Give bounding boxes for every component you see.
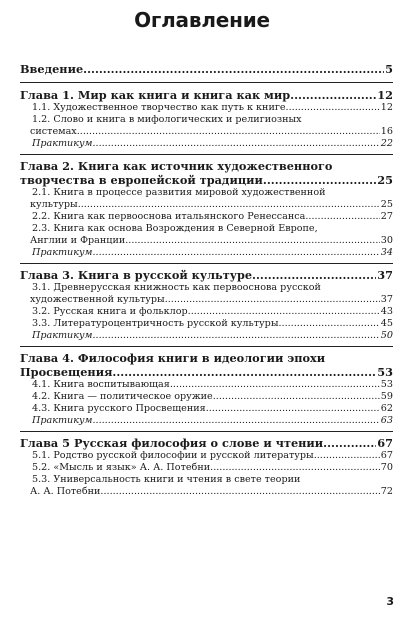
practicum-entry[interactable]	[20, 247, 393, 259]
dot-leader	[92, 330, 379, 342]
dot-leader	[112, 365, 376, 379]
section-title: 1.1. Художественное творчество как путь к книге	[32, 102, 286, 113]
section-entry[interactable]	[20, 486, 393, 498]
section-page: 70	[380, 462, 393, 473]
section-title: 3.2. Русская книга и фольклор	[32, 306, 188, 317]
section-title: 4.3. Книга русского Просвещения	[32, 403, 206, 414]
chapter-page: 37	[377, 268, 393, 282]
section-title: 5.3. Универсальность книги и чтения в свете теории	[32, 474, 301, 485]
dot-leader	[305, 211, 379, 223]
section-title: 5.1. Родство русской философии и русской литературы	[32, 450, 314, 461]
section-entry[interactable]	[20, 102, 393, 114]
section-entry[interactable]	[20, 114, 393, 126]
dot-leader	[263, 173, 376, 187]
dot-leader	[290, 88, 376, 102]
dot-leader	[210, 462, 380, 474]
section-title: 2.2. Книга как первооснова итальянского Ренессанса	[32, 211, 306, 222]
section-title: 3.1. Древнерусская книжность как первооснова русской	[32, 282, 321, 293]
divider	[20, 431, 393, 432]
section-page: 30	[380, 235, 393, 246]
section-entry[interactable]	[20, 187, 393, 199]
section-entry[interactable]	[20, 282, 393, 294]
chapter-heading[interactable]	[20, 173, 393, 187]
chapter-title: Глава 1. Мир как книга и книга как мир	[20, 88, 291, 102]
section-title: Практикум	[32, 138, 93, 149]
dot-leader	[78, 199, 380, 211]
practicum-entry[interactable]	[20, 330, 393, 342]
section-entry[interactable]	[20, 379, 393, 391]
chapter-block	[20, 159, 393, 259]
section-page: 34	[380, 247, 393, 258]
section-page: 27	[380, 211, 393, 222]
section-entry[interactable]	[20, 199, 393, 211]
toc-entry-intro[interactable]	[20, 62, 393, 76]
dot-leader	[323, 436, 376, 450]
section-page: 43	[380, 306, 393, 317]
dot-leader	[188, 306, 380, 318]
section-page: 12	[380, 102, 393, 113]
chapter-list	[20, 88, 393, 498]
section-title: Практикум	[32, 415, 93, 426]
section-entry[interactable]	[20, 462, 393, 474]
chapter-heading[interactable]	[20, 436, 393, 450]
divider	[20, 82, 393, 83]
chapter-block	[20, 351, 393, 427]
divider	[20, 154, 393, 155]
chapter-heading[interactable]	[20, 268, 393, 282]
dot-leader	[278, 318, 379, 330]
section-entry[interactable]	[20, 474, 393, 486]
dot-leader	[92, 247, 379, 259]
section-page: 50	[380, 330, 393, 341]
section-title: 3.3. Литературоцентричность русской культуры	[32, 318, 279, 329]
section-entry[interactable]	[20, 211, 393, 223]
section-page: 22	[380, 138, 393, 149]
section-title: системах	[30, 126, 77, 137]
dot-leader	[206, 403, 380, 415]
section-page: 37	[380, 294, 393, 305]
section-title: Практикум	[32, 247, 93, 258]
practicum-entry[interactable]	[20, 138, 393, 150]
section-title: 2.3. Книга как основа Возрождения в Северной Европе,	[32, 223, 318, 234]
section-title: художественной культуры	[30, 294, 165, 305]
chapter-page: 25	[377, 173, 393, 187]
section-entry[interactable]	[20, 235, 393, 247]
section-entry[interactable]	[20, 126, 393, 138]
section-entry[interactable]	[20, 306, 393, 318]
section-page: 63	[380, 415, 393, 426]
dot-leader	[314, 450, 380, 462]
chapter-title: Глава 5 Русская философия о слове и чтении	[20, 436, 324, 450]
dot-leader	[100, 486, 379, 498]
chapter-block	[20, 436, 393, 498]
section-title: 5.2. «Мысль и язык» А. А. Потебни	[32, 462, 211, 473]
section-page: 59	[380, 391, 393, 402]
section-title: А. А. Потебни	[30, 486, 101, 497]
chapter-heading[interactable]	[20, 159, 393, 173]
dot-leader	[83, 62, 384, 76]
chapter-title: творчества в европейской традиции	[20, 173, 263, 187]
dot-leader	[77, 126, 380, 138]
chapter-block	[20, 268, 393, 342]
dot-leader	[92, 138, 379, 150]
section-entry[interactable]	[20, 450, 393, 462]
chapter-block	[20, 88, 393, 150]
section-page: 16	[380, 126, 393, 137]
chapter-heading[interactable]	[20, 88, 393, 102]
section-title: Англии и Франции	[30, 235, 126, 246]
chapter-page: 12	[377, 88, 393, 102]
chapter-title: Просвещения	[20, 365, 113, 379]
section-title: Практикум	[32, 330, 93, 341]
chapter-title: Глава 3. Книга в русской культуре	[20, 268, 253, 282]
section-title: культуры	[30, 199, 78, 210]
section-title: 1.2. Слово и книга в мифологических и религиозных	[32, 114, 302, 125]
section-title: 4.2. Книга — политическое оружие	[32, 391, 213, 402]
chapter-page: 53	[377, 365, 393, 379]
section-entry[interactable]	[20, 391, 393, 403]
section-title: 4.1. Книга воспитывающая	[32, 379, 170, 390]
dot-leader	[213, 391, 380, 403]
dot-leader	[125, 235, 380, 247]
entry-title: Введение	[20, 62, 84, 76]
chapter-title: Глава 2. Книга как источник художественного	[20, 159, 333, 173]
dot-leader	[92, 415, 379, 427]
section-entry[interactable]	[20, 223, 393, 235]
chapter-page: 67	[377, 436, 393, 450]
section-page: 62	[380, 403, 393, 414]
section-entry[interactable]	[20, 294, 393, 306]
section-page: 53	[380, 379, 393, 390]
dot-leader	[165, 294, 380, 306]
page-title: Оглавление	[134, 8, 270, 32]
section-page: 67	[380, 450, 393, 461]
divider	[20, 263, 393, 264]
section-title: 2.1. Книга в процессе развития мировой художественной	[32, 187, 326, 198]
dot-leader	[286, 102, 380, 114]
dot-leader	[252, 268, 376, 282]
dot-leader	[170, 379, 380, 391]
practicum-entry[interactable]	[20, 415, 393, 427]
section-page: 45	[380, 318, 393, 329]
chapter-heading[interactable]	[20, 365, 393, 379]
chapter-heading[interactable]	[20, 351, 393, 365]
chapter-title: Глава 4. Философия книги в идеологии эпохи	[20, 351, 326, 365]
page-number: 3	[386, 595, 394, 608]
section-page: 72	[380, 486, 393, 497]
divider	[20, 346, 393, 347]
section-entry[interactable]	[20, 318, 393, 330]
entry-page: 5	[385, 62, 393, 76]
section-page: 25	[380, 199, 393, 210]
section-entry[interactable]	[20, 403, 393, 415]
table-of-contents	[20, 62, 393, 498]
